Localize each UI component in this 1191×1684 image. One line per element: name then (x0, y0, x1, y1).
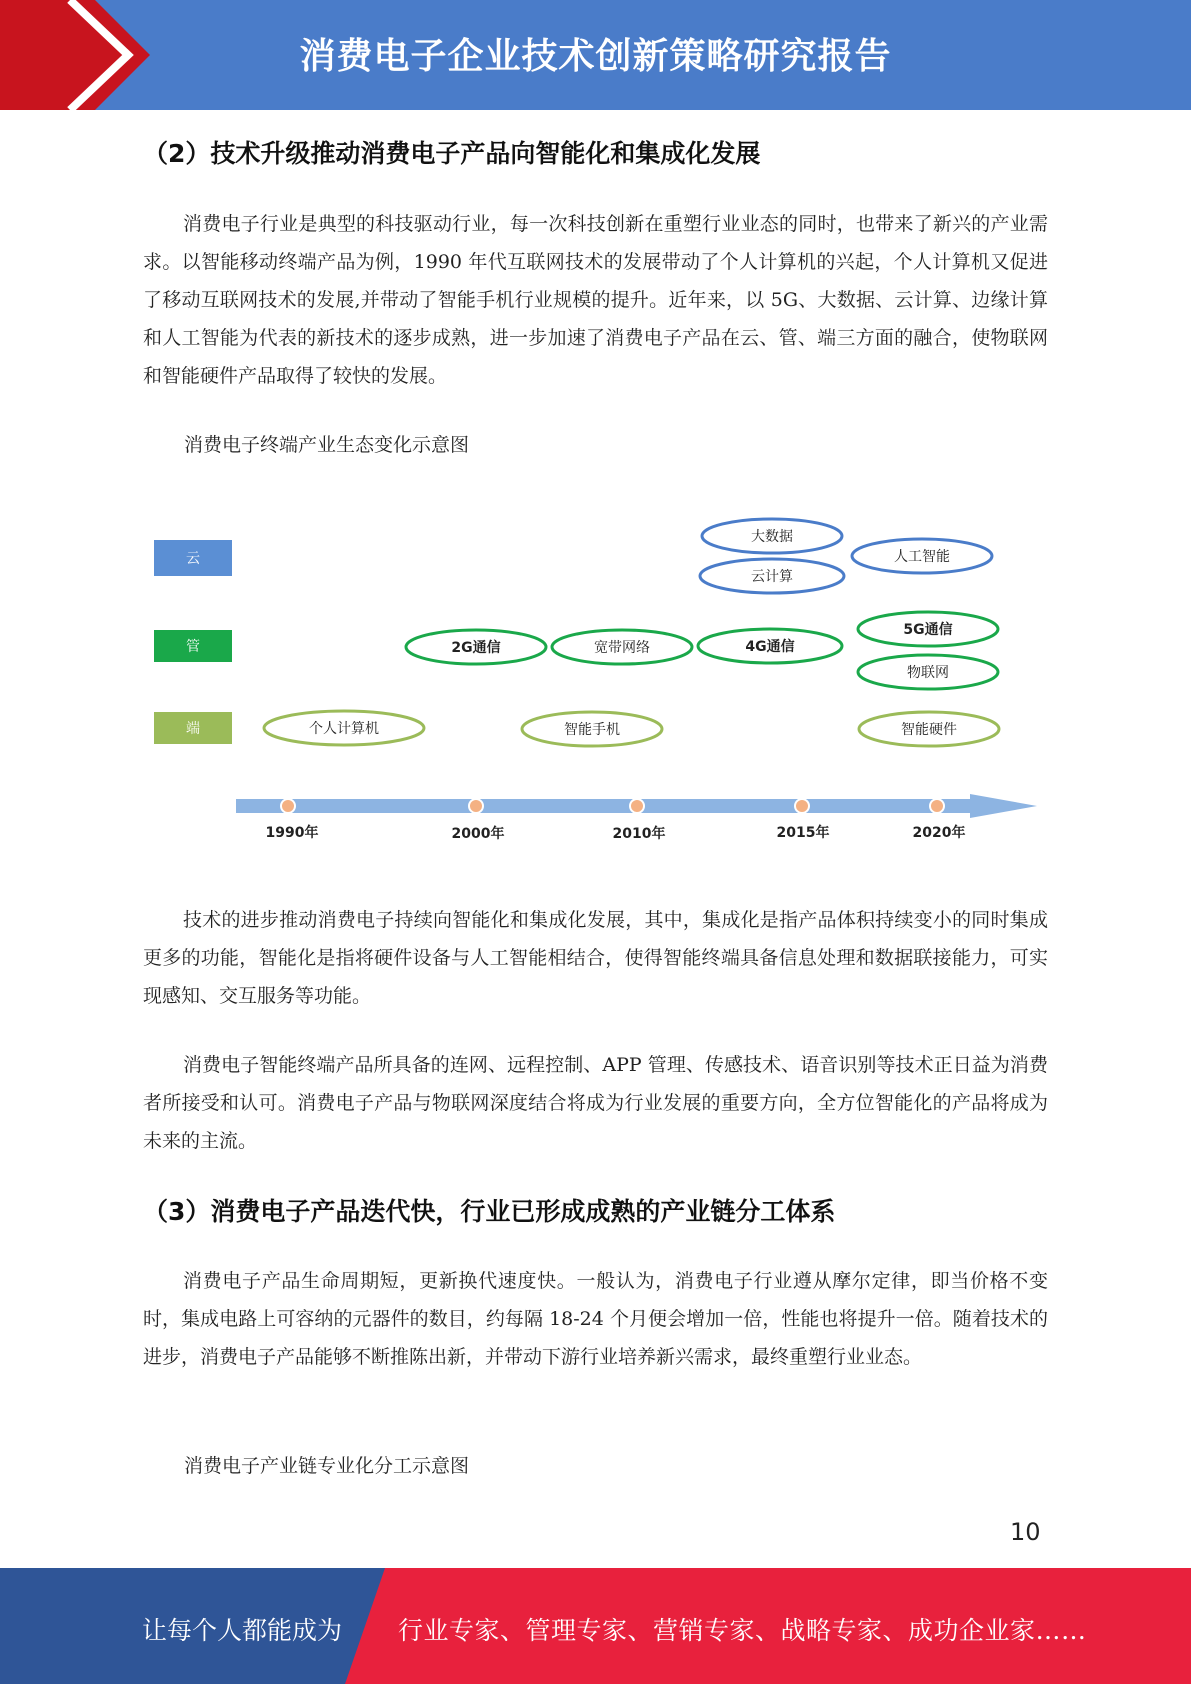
section-2-paragraph-3: 消费电子智能终端产品所具备的连网、远程控制、APP 管理、传感技术、语音识别等技术正日益为消费者所接受和认可。消费电子产品与物联网深度结合将成为行业发展的重要方向，全方位智能化的产品将成为未来的主流。 (143, 1054, 1048, 1152)
layer-cloud-label: 云 (186, 551, 200, 567)
node-iot-label: 物联网 (907, 665, 949, 681)
node-bigdata-label: 大数据 (751, 529, 793, 545)
section-2-paragraph-1: 消费电子行业是典型的科技驱动行业，每一次科技创新在重塑行业业态的同时，也带来了新兴的产业需求。以智能移动终端产品为例，1990 年代互联网技术的发展带动了个人计算机的兴起，个人计算机又促进了移动互联网技术的发展,并带动了智能手机行业规模的提升。近年来，以 5G、大数据、云计算、边缘计算和人工智能为代表的新技术的逐步成熟，进一步加速了消费电子产品在云、管、端三方面的融合，使物联网和智能硬件产品取得了较快的发展。 (143, 213, 1048, 387)
year-label-2015: 2015年 (776, 825, 830, 841)
section-3-heading: （3）消费电子产品迭代快，行业已形成成熟的产业链分工体系 (143, 1197, 836, 1226)
header-chevron-decoration (0, 0, 160, 110)
timeline-dot-2015 (795, 799, 809, 813)
node-cloud-computing-label: 云计算 (751, 569, 793, 585)
page-header (0, 0, 1191, 110)
page-footer (0, 1568, 1191, 1684)
figure-caption-industry-chain: 消费电子产业链专业化分工示意图 (184, 1455, 470, 1477)
timeline-arrowhead (970, 794, 1037, 818)
timeline-dot-2010 (630, 799, 644, 813)
footer-slogan-left: 让每个人都能成为 (142, 1616, 343, 1645)
year-label-1990: 1990年 (265, 825, 319, 841)
node-5g-label: 5G通信 (903, 622, 953, 638)
node-pc-label: 个人计算机 (309, 721, 379, 737)
timeline-dot-2020 (930, 799, 944, 813)
year-label-2020: 2020年 (912, 825, 966, 841)
timeline-dot-1990 (281, 799, 295, 813)
figure-caption-ecosystem: 消费电子终端产业生态变化示意图 (184, 434, 470, 456)
node-4g-label: 4G通信 (745, 639, 795, 655)
section-2-heading: （2）技术升级推动消费电子产品向智能化和集成化发展 (143, 139, 761, 168)
node-2g-label: 2G通信 (451, 640, 501, 656)
layer-pipe-label: 管 (186, 639, 200, 655)
footer-slogan-right: 行业专家、管理专家、营销专家、战略专家、成功企业家…… (398, 1616, 1087, 1645)
layer-end-label: 端 (186, 721, 200, 737)
section-3-paragraph-1: 消费电子产品生命周期短，更新换代速度快。一般认为，消费电子行业遵从摩尔定律，即当价格不变时，集成电路上可容纳的元器件的数目，约每隔 18-24 个月便会增加一倍，性能也将提升一倍。随着技术的进步，消费电子产品能够不断推陈出新，并带动下游行业培养新兴需求，最终重塑行业业态。 (143, 1270, 1048, 1368)
node-ai-label: 人工智能 (894, 549, 950, 565)
report-title: 消费电子企业技术创新策略研究报告 (299, 36, 892, 77)
section-2-paragraph-2: 技术的进步推动消费电子持续向智能化和集成化发展，其中，集成化是指产品体积持续变小的同时集成更多的功能，智能化是指将硬件设备与人工智能相结合，使得智能终端具备信息处理和数据联接能力，可实现感知、交互服务等功能。 (143, 909, 1048, 1007)
page-number: 10 (1010, 1518, 1041, 1546)
node-smart-hardware-label: 智能硬件 (901, 722, 957, 738)
year-label-2000: 2000年 (451, 826, 505, 842)
node-broadband-label: 宽带网络 (594, 640, 650, 656)
timeline-bar (236, 799, 976, 813)
year-label-2010: 2010年 (612, 826, 666, 842)
ecosystem-diagram (140, 500, 1060, 870)
node-smartphone-label: 智能手机 (564, 722, 620, 738)
timeline-dot-2000 (469, 799, 483, 813)
